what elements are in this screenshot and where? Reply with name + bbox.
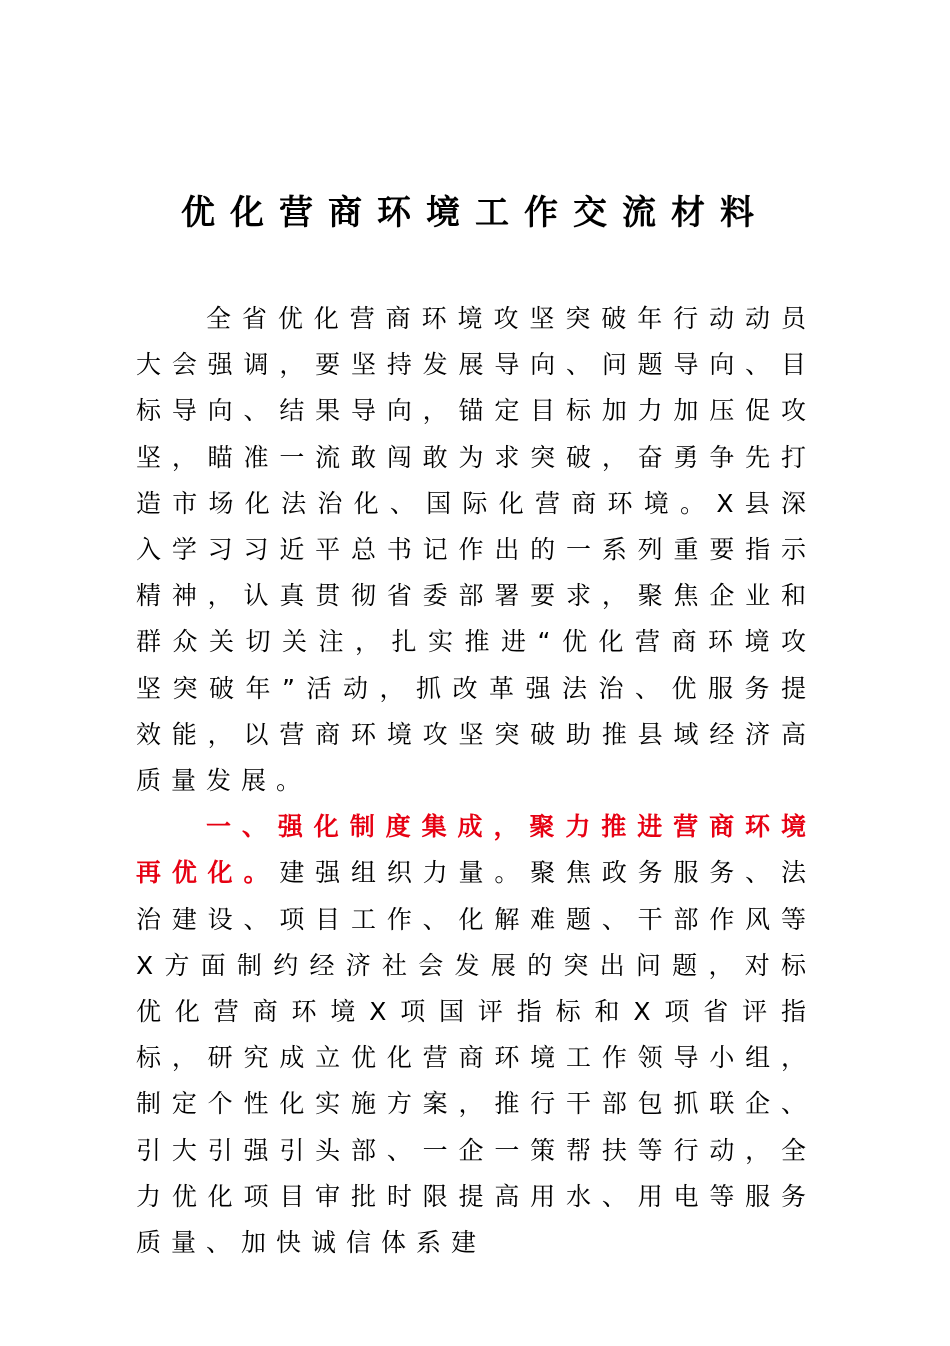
section-1-paragraph <box>136 804 816 1266</box>
section-1-body: 建强组织力量。聚焦政务服务、法治建设、项目工作、化解难题、干部作风等X方面制约经济社会发展的突出问题，对标优化营商环境X项国评指标和X项省评指标，研究成立优化营商环境工作领导小组，制定个性化实施方案，推行干部包抓联企、引大引强引头部、一企一策帮扶等行动，全力优化项目审批时限提高用水、用电等服务质量、加快诚信体系建 <box>136 858 816 1258</box>
section-1-heading: 一、强化制度集成，聚力推进营商环境再优化。 <box>136 812 816 888</box>
intro-paragraph: 全省优化营商环境攻坚突破年行动动员大会强调，要坚持发展导向、问题导向、目标导向、结果导向，锚定目标加力加压促攻坚，瞄准一流敢闯敢为求突破，奋勇争先打造市场化法治化、国际化营商环境。X县深入学习习近平总书记作出的一系列重要指示精神，认真贯彻省委部署要求，聚焦企业和群众关切关注，扎实推进“优化营商环境攻坚突破年”活动，抓改革强法治、优服务提效能，以营商环境攻坚突破助推县域经济高质量发展。 <box>136 304 816 796</box>
document-body <box>136 296 816 1266</box>
document-title: 优化营商环境工作交流材料 <box>181 193 769 233</box>
